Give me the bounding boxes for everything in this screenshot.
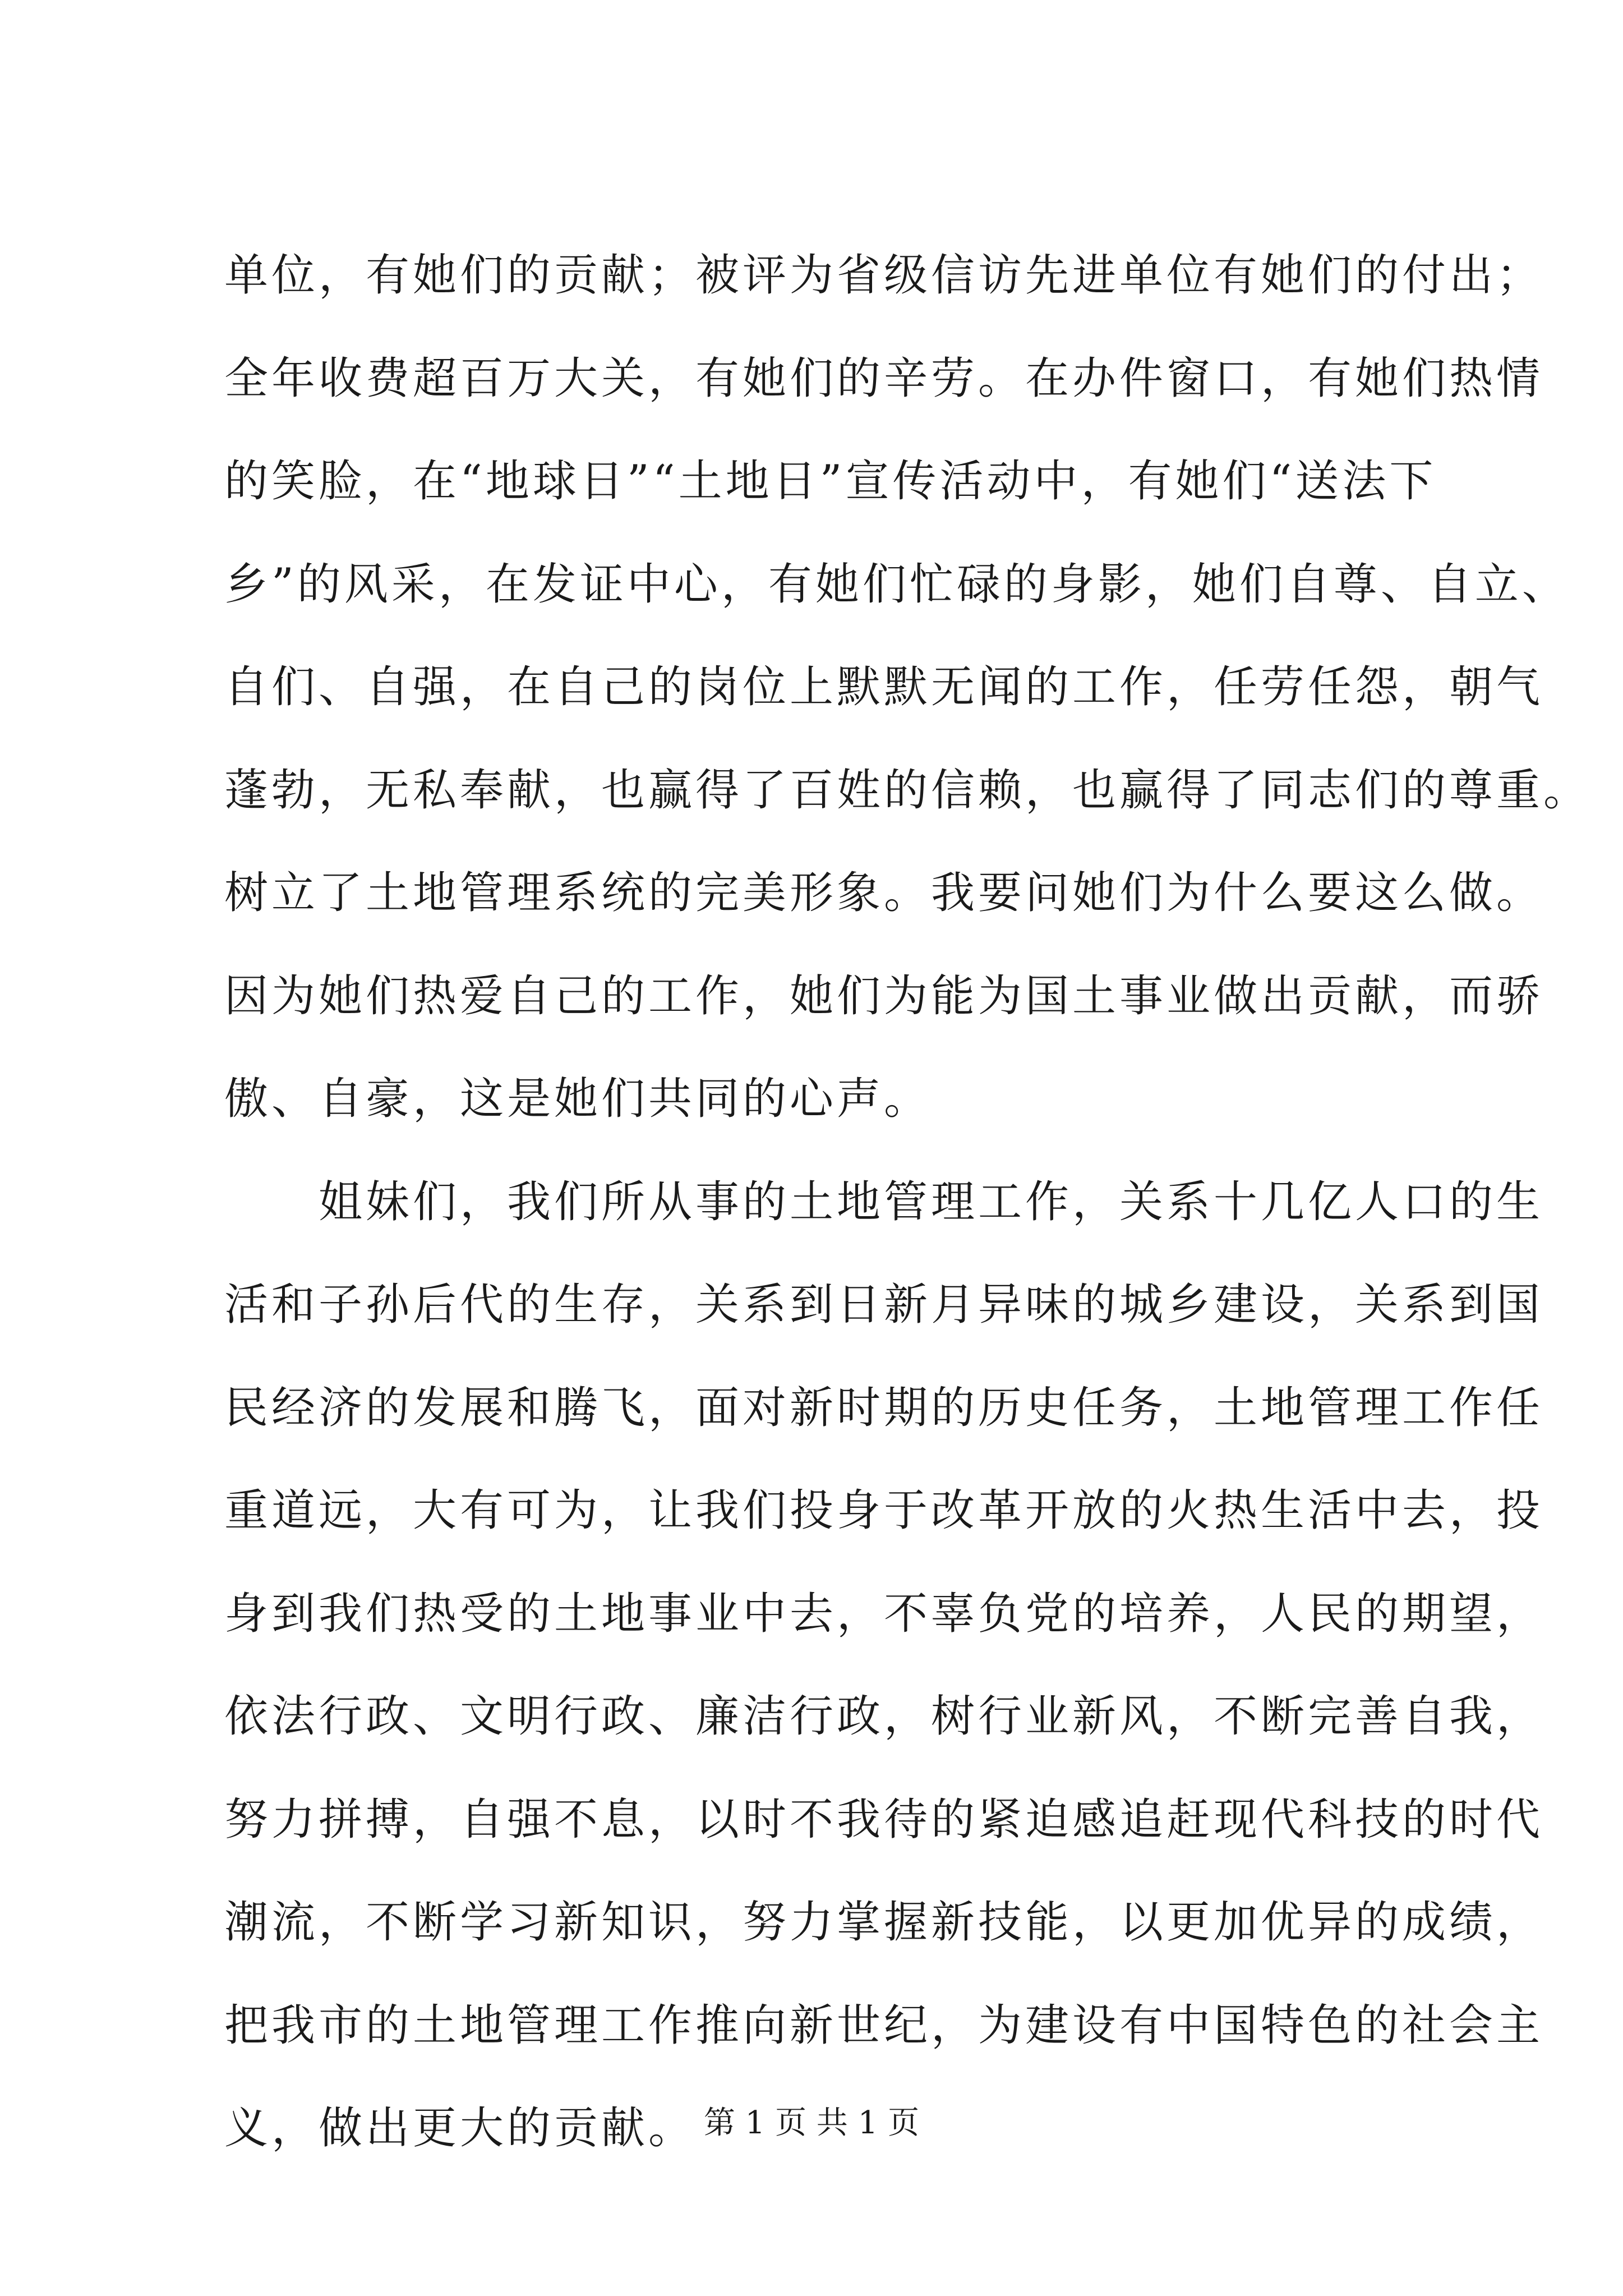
text-line: 重道远，大有可为，让我们投身于改革开放的火热生活中去，投 — [224, 1485, 1544, 1536]
text-line: 蓬勃，无私奉献，也赢得了百姓的信赖，也赢得了同志们的尊重。 — [224, 765, 1591, 816]
text-line: 依法行政、文明行政、廉洁行政，树行业新风，不断完善自我， — [224, 1691, 1544, 1742]
text-line: 的笑脸，在“地球日”“土地日”宣传活动中，有她们“送法下 — [224, 456, 1437, 507]
text-line-indented: 姐妹们，我们所从事的土地管理工作，关系十几亿人口的生 — [319, 1176, 1544, 1227]
text-line: 活和子孙后代的生存，关系到日新月异味的城乡建设，关系到国 — [224, 1280, 1544, 1330]
text-line: 乡”的风采，在发证中心，有她们忙碌的身影，她们自尊、自立、 — [224, 559, 1569, 610]
text-line: 傲、自豪，这是她们共同的心声。 — [224, 1074, 932, 1124]
text-line: 单位，有她们的贡献；被评为省级信访先进单位有她们的付出； — [224, 250, 1544, 301]
text-line: 树立了土地管理系统的完美形象。我要问她们为什么要这么做。 — [224, 868, 1544, 918]
text-line: 全年收费超百万大关，有她们的辛劳。在办件窗口，有她们热情 — [224, 353, 1544, 404]
page-footer: 第 1 页 共 1 页 — [703, 2105, 920, 2141]
paragraph-1 — [224, 224, 1591, 1151]
paragraph-2 — [224, 1151, 1544, 2180]
document-body — [224, 224, 1591, 2180]
text-line: 潮流，不断学习新知识，努力掌握新技能，以更加优异的成绩， — [224, 1897, 1544, 1948]
text-line: 把我市的土地管理工作推向新世纪，为建设有中国特色的社会主 — [224, 2000, 1544, 2051]
text-line: 身到我们热受的土地事业中去，不辜负党的培养，人民的期望， — [224, 1588, 1544, 1639]
text-line: 自们、自强，在自己的岗位上默默无闻的工作，任劳任怨，朝气 — [224, 662, 1544, 712]
text-line: 义，做出更大的贡献。 — [224, 2103, 696, 2154]
text-line: 民经济的发展和腾飞，面对新时期的历史任务，土地管理工作任 — [224, 1382, 1544, 1433]
text-line: 因为她们热爱自己的工作，她们为能为国土事业做出贡献，而骄 — [224, 970, 1544, 1022]
text-line: 努力拼搏，自强不息，以时不我待的紧迫感追赶现代科技的时代 — [224, 1794, 1544, 1845]
